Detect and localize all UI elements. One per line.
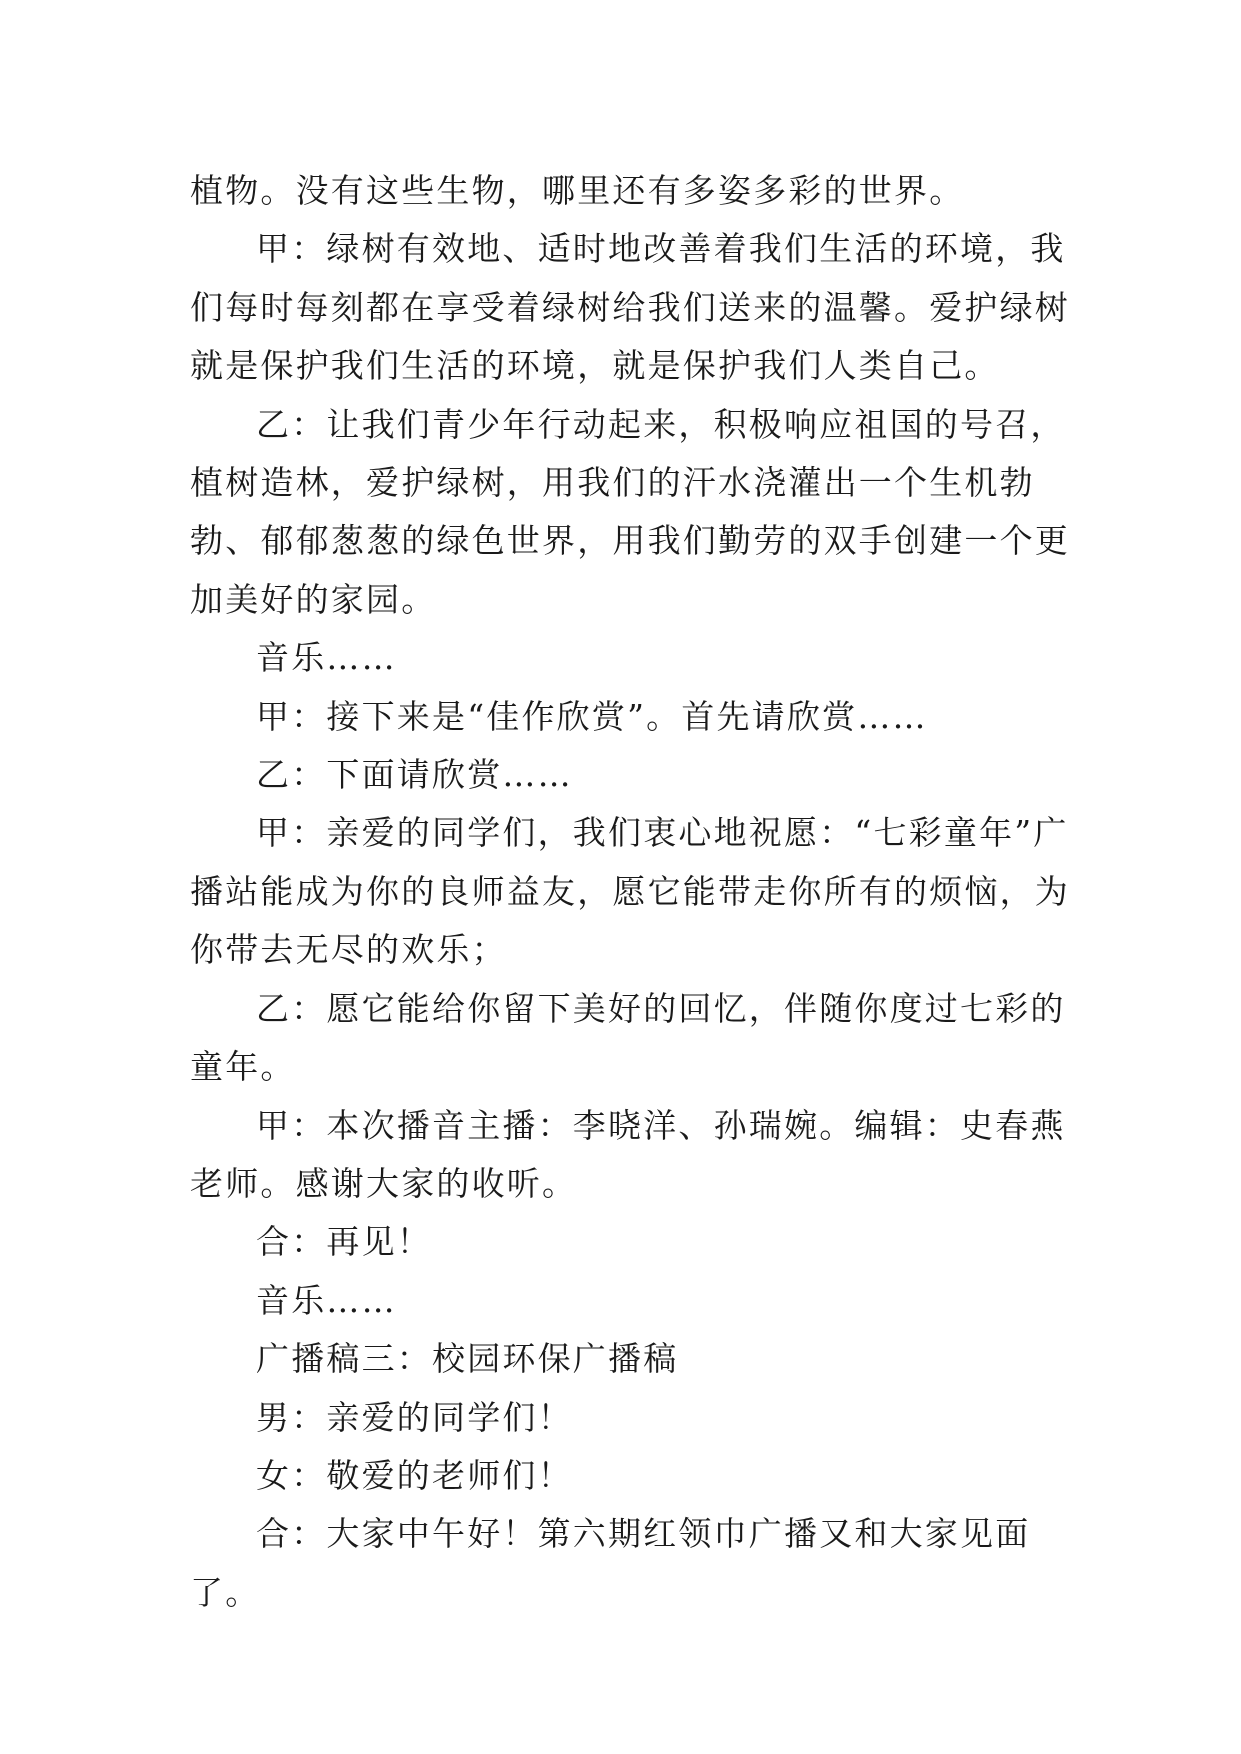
paragraph: 乙：愿它能给你留下美好的回忆，伴随你度过七彩的童年。: [190, 988, 1066, 1087]
paragraph: 甲：接下来是“佳作欣赏”。首先请欣赏……: [256, 696, 928, 736]
paragraph: 男：亲爱的同学们！: [256, 1397, 573, 1437]
paragraph: 音乐……: [256, 1280, 397, 1320]
paragraph: 合：大家中午好！第六期红领巾广播又和大家见面了。: [190, 1514, 1031, 1612]
paragraph: 乙：让我们青少年行动起来，积极响应祖国的号召，植树造林，爱护绿树，用我们的汗水浇灌出一个生机勃勃、郁郁葱葱的绿色世界，用我们勤劳的双手创建一个更加美好的家园。: [190, 404, 1070, 619]
paragraph: 广播稿三：校园环保广播稿: [256, 1339, 679, 1379]
paragraph: 甲：本次播音主播：李晓洋、孙瑞婉。编辑：史春燕老师。感谢大家的收听。: [190, 1105, 1066, 1203]
paragraph: 合：再见！: [256, 1222, 432, 1262]
paragraph: 女：敬爱的老师们！: [256, 1455, 573, 1495]
paragraph: 甲：亲爱的同学们，我们衷心地祝愿：“七彩童年”广播站能成为你的良师益友，愿它能带走你所有的烦恼，为你带去无尽的欢乐；: [190, 813, 1070, 970]
paragraph: 甲：绿树有效地、适时地改善着我们生活的环境，我们每时每刻都在享受着绿树给我们送来的温馨。爱护绿树就是保护我们生活的环境，就是保护我们人类自己。: [190, 229, 1070, 386]
paragraph: 植物。没有这些生物，哪里还有多姿多彩的世界。: [190, 171, 965, 210]
paragraph: 乙：下面请欣赏……: [256, 755, 573, 795]
paragraph: 音乐……: [256, 638, 397, 678]
document-body: [190, 162, 1070, 1622]
